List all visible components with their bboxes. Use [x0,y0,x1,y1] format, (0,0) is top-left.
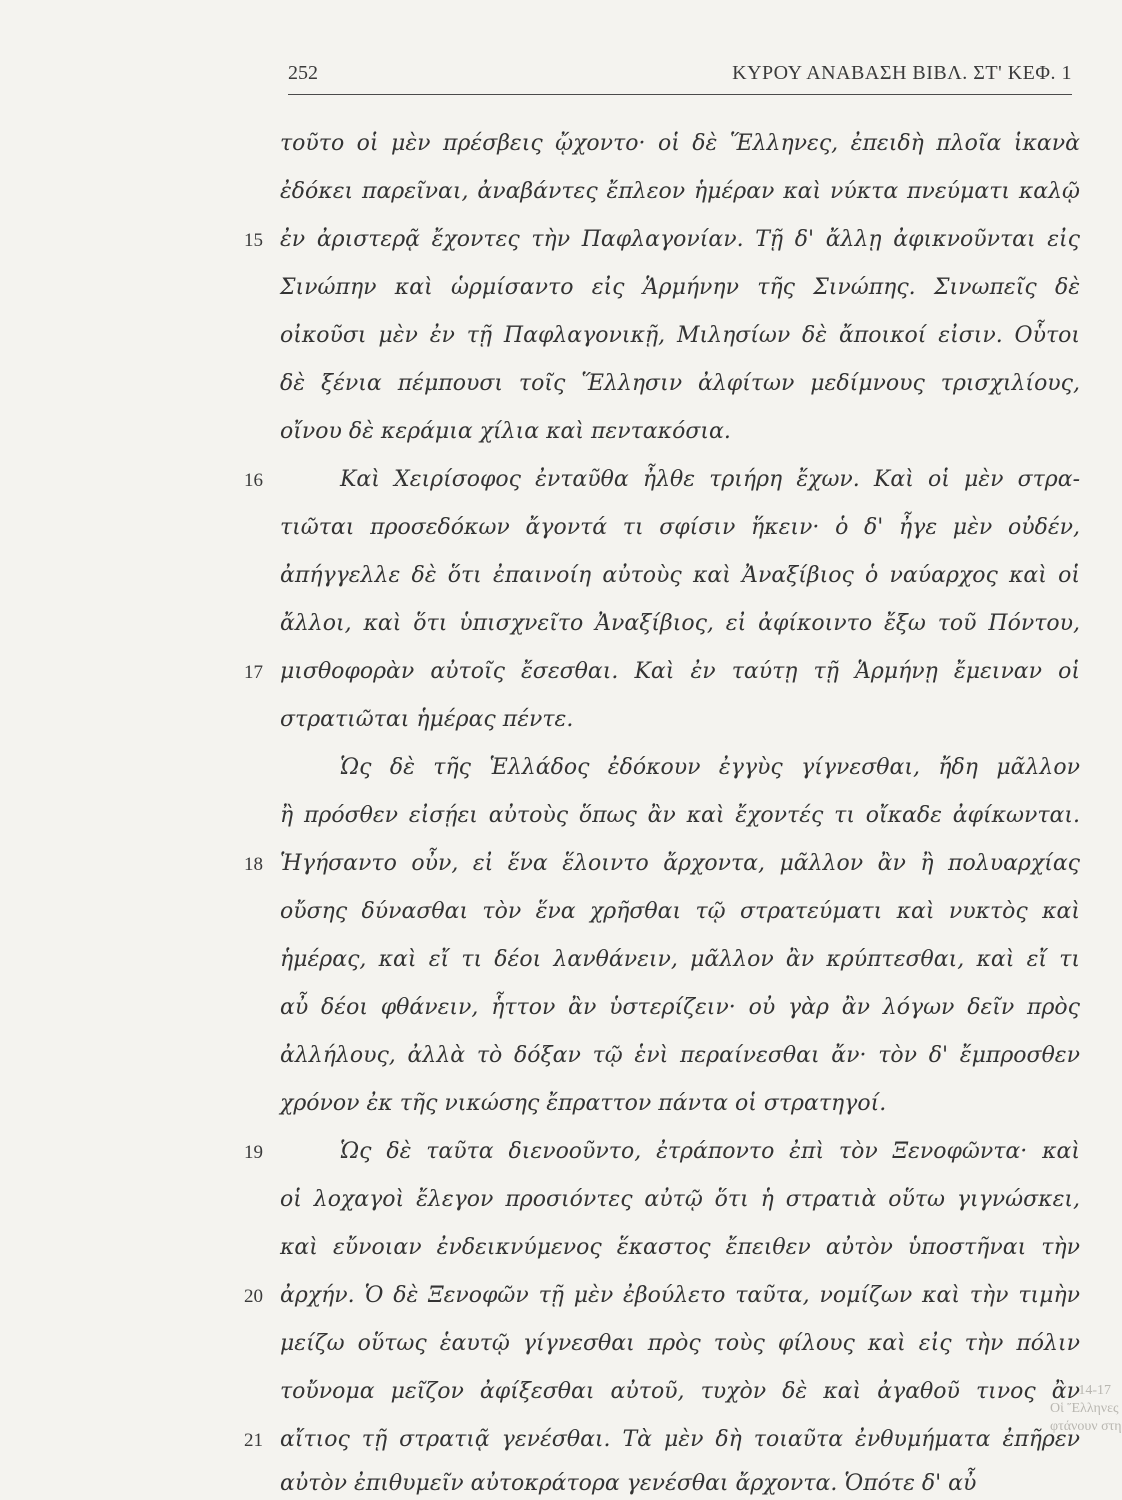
text-line: ἐδόκει παρεῖναι, ἀναβάντες ἔπλεον ἡμέραν καὶ νύκτα πνεύματι καλῷ [280,179,1080,204]
text-line: μείζω οὕτως ἑαυτῷ γίγνεσθαι πρὸς τοὺς φίλους καὶ εἰς τὴν πόλιν [280,1331,1080,1356]
running-header [288,60,1072,95]
text-line: Ὡς δὲ τῆς Ἑλλάδος ἐδόκουν ἐγγὺς γίγνεσθαι, ἤδη μᾶλλον [340,755,1080,780]
line-number: 19 [244,1142,263,1163]
line-number: 16 [244,470,263,491]
text-line: τιῶται προσεδόκων ἄγοντά τι σφίσιν ἥκειν· ὁ δ' ἦγε μὲν οὐδέν, [280,515,1080,540]
side-note-text: Οἱ Ἕλληνες [1050,1401,1119,1416]
text-line: οἰκοῦσι μὲν ἐν τῇ Παφλαγονικῇ, Μιλησίων δὲ ἄποικοί εἰσιν. Οὗτοι [280,323,1080,348]
text-line: ἄλλοι, καὶ ὅτι ὑπισχνεῖτο Ἀναξίβιος, εἰ ἀφίκοιντο ἔξω τοῦ Πόντου, [280,611,1080,636]
line-number: 18 [244,854,263,875]
text-line: στρατιῶται ἡμέρας πέντε. [280,707,574,732]
text-line: αἴτιος τῇ στρατιᾷ γενέσθαι. Τὰ μὲν δὴ τοιαῦτα ἐνθυμήματα ἐπῆρεν [280,1427,1080,1452]
side-note-text: φτάνουν στη [1050,1419,1122,1434]
text-line: Καὶ Χειρίσοφος ἐνταῦθα ἦλθε τριήρη ἔχων. Καὶ οἱ μὲν στρα- [340,467,1080,492]
text-line: ἀρχήν. Ὁ δὲ Ξενοφῶν τῇ μὲν ἐβούλετο ταῦτα, νομίζων καὶ τὴν τιμὴν [280,1283,1080,1308]
running-title: ΚΥΡΟΥ ΑΝΑΒΑΣΗ ΒΙΒΛ. ΣΤ' ΚΕΦ. 1 [732,62,1072,84]
text-line: Ἡγήσαντο οὖν, εἰ ἕνα ἕλοιντο ἄρχοντα, μᾶλλον ἂν ἢ πολυαρχίας [280,851,1080,876]
text-line: Ὡς δὲ ταῦτα διενοοῦντο, ἐτράποντο ἐπὶ τὸν Ξενοφῶντα· καὶ [340,1139,1080,1164]
line-number: 20 [244,1286,263,1307]
text-line: χρόνον ἐκ τῆς νικώσης ἔπραττον πάντα οἱ στρατηγοί. [280,1091,887,1116]
text-line: ἢ πρόσθεν εἰσῄει αὐτοὺς ὅπως ἂν καὶ ἔχοντές τι οἴκαδε ἀφίκωνται. [280,803,1080,828]
text-line: αὖ δέοι φθάνειν, ἧττον ἂν ὑστερίζειν· οὐ γὰρ ἂν λόγων δεῖν πρὸς [280,995,1080,1020]
text-line: Σινώπην καὶ ὡρμίσαντο εἰς Ἁρμήνην τῆς Σινώπης. Σινωπεῖς δὲ [280,275,1080,300]
text-line: οὔσης δύνασθαι τὸν ἕνα χρῆσθαι τῷ στρατεύματι καὶ νυκτὸς καὶ [280,899,1080,924]
line-number: 15 [244,230,263,251]
text-line: τοὔνομα μεῖζον ἀφίξεσθαι αὐτοῦ, τυχὸν δὲ καὶ ἀγαθοῦ τινος ἂν [280,1379,1080,1404]
text-line: τοῦτο οἱ μὲν πρέσβεις ᾤχοντο· οἱ δὲ Ἕλληνες, ἐπειδὴ πλοῖα ἱκανὰ [280,131,1080,156]
text-line: ἐν ἀριστερᾷ ἔχοντες τὴν Παφλαγονίαν. Τῇ δ' ἄλλῃ ἀφικνοῦνται εἰς [280,227,1080,252]
page-number: 252 [288,62,318,84]
text-line: καὶ εὔνοιαν ἐνδεικνύμενος ἕκαστος ἔπειθεν αὐτὸν ὑποστῆναι τὴν [280,1235,1080,1260]
text-line: δὲ ξένια πέμπουσι τοῖς Ἕλλησιν ἀλφίτων μεδίμνους τρισχιλίους, [280,371,1080,396]
text-line: αὐτὸν ἐπιθυμεῖν αὐτοκράτορα γενέσθαι ἄρχοντα. Ὁπότε δ' αὖ [280,1471,977,1496]
line-number: 17 [244,662,263,683]
side-note-ref: 14-17 [1078,1383,1111,1398]
text-line: οἴνου δὲ κεράμια χίλια καὶ πεντακόσια. [280,419,731,444]
text-line: οἱ λοχαγοὶ ἔλεγον προσιόντες αὐτῷ ὅτι ἡ στρατιὰ οὕτω γιγνώσκει, [280,1187,1080,1212]
text-line: ἀπήγγελλε δὲ ὅτι ἐπαινοίη αὐτοὺς καὶ Ἀναξίβιος ὁ ναύαρχος καὶ οἱ [280,563,1080,588]
text-line: μισθοφορὰν αὐτοῖς ἔσεσθαι. Καὶ ἐν ταύτῃ τῇ Ἁρμήνῃ ἔμειναν οἱ [280,659,1080,684]
text-line: ἀλλήλους, ἀλλὰ τὸ δόξαν τῷ ἑνὶ περαίνεσθαι ἄν· τὸν δ' ἔμπροσθεν [280,1043,1080,1068]
line-number: 21 [244,1430,263,1451]
text-line: ἡμέρας, καὶ εἴ τι δέοι λανθάνειν, μᾶλλον ἂν κρύπτεσθαι, καὶ εἴ τι [280,947,1080,972]
